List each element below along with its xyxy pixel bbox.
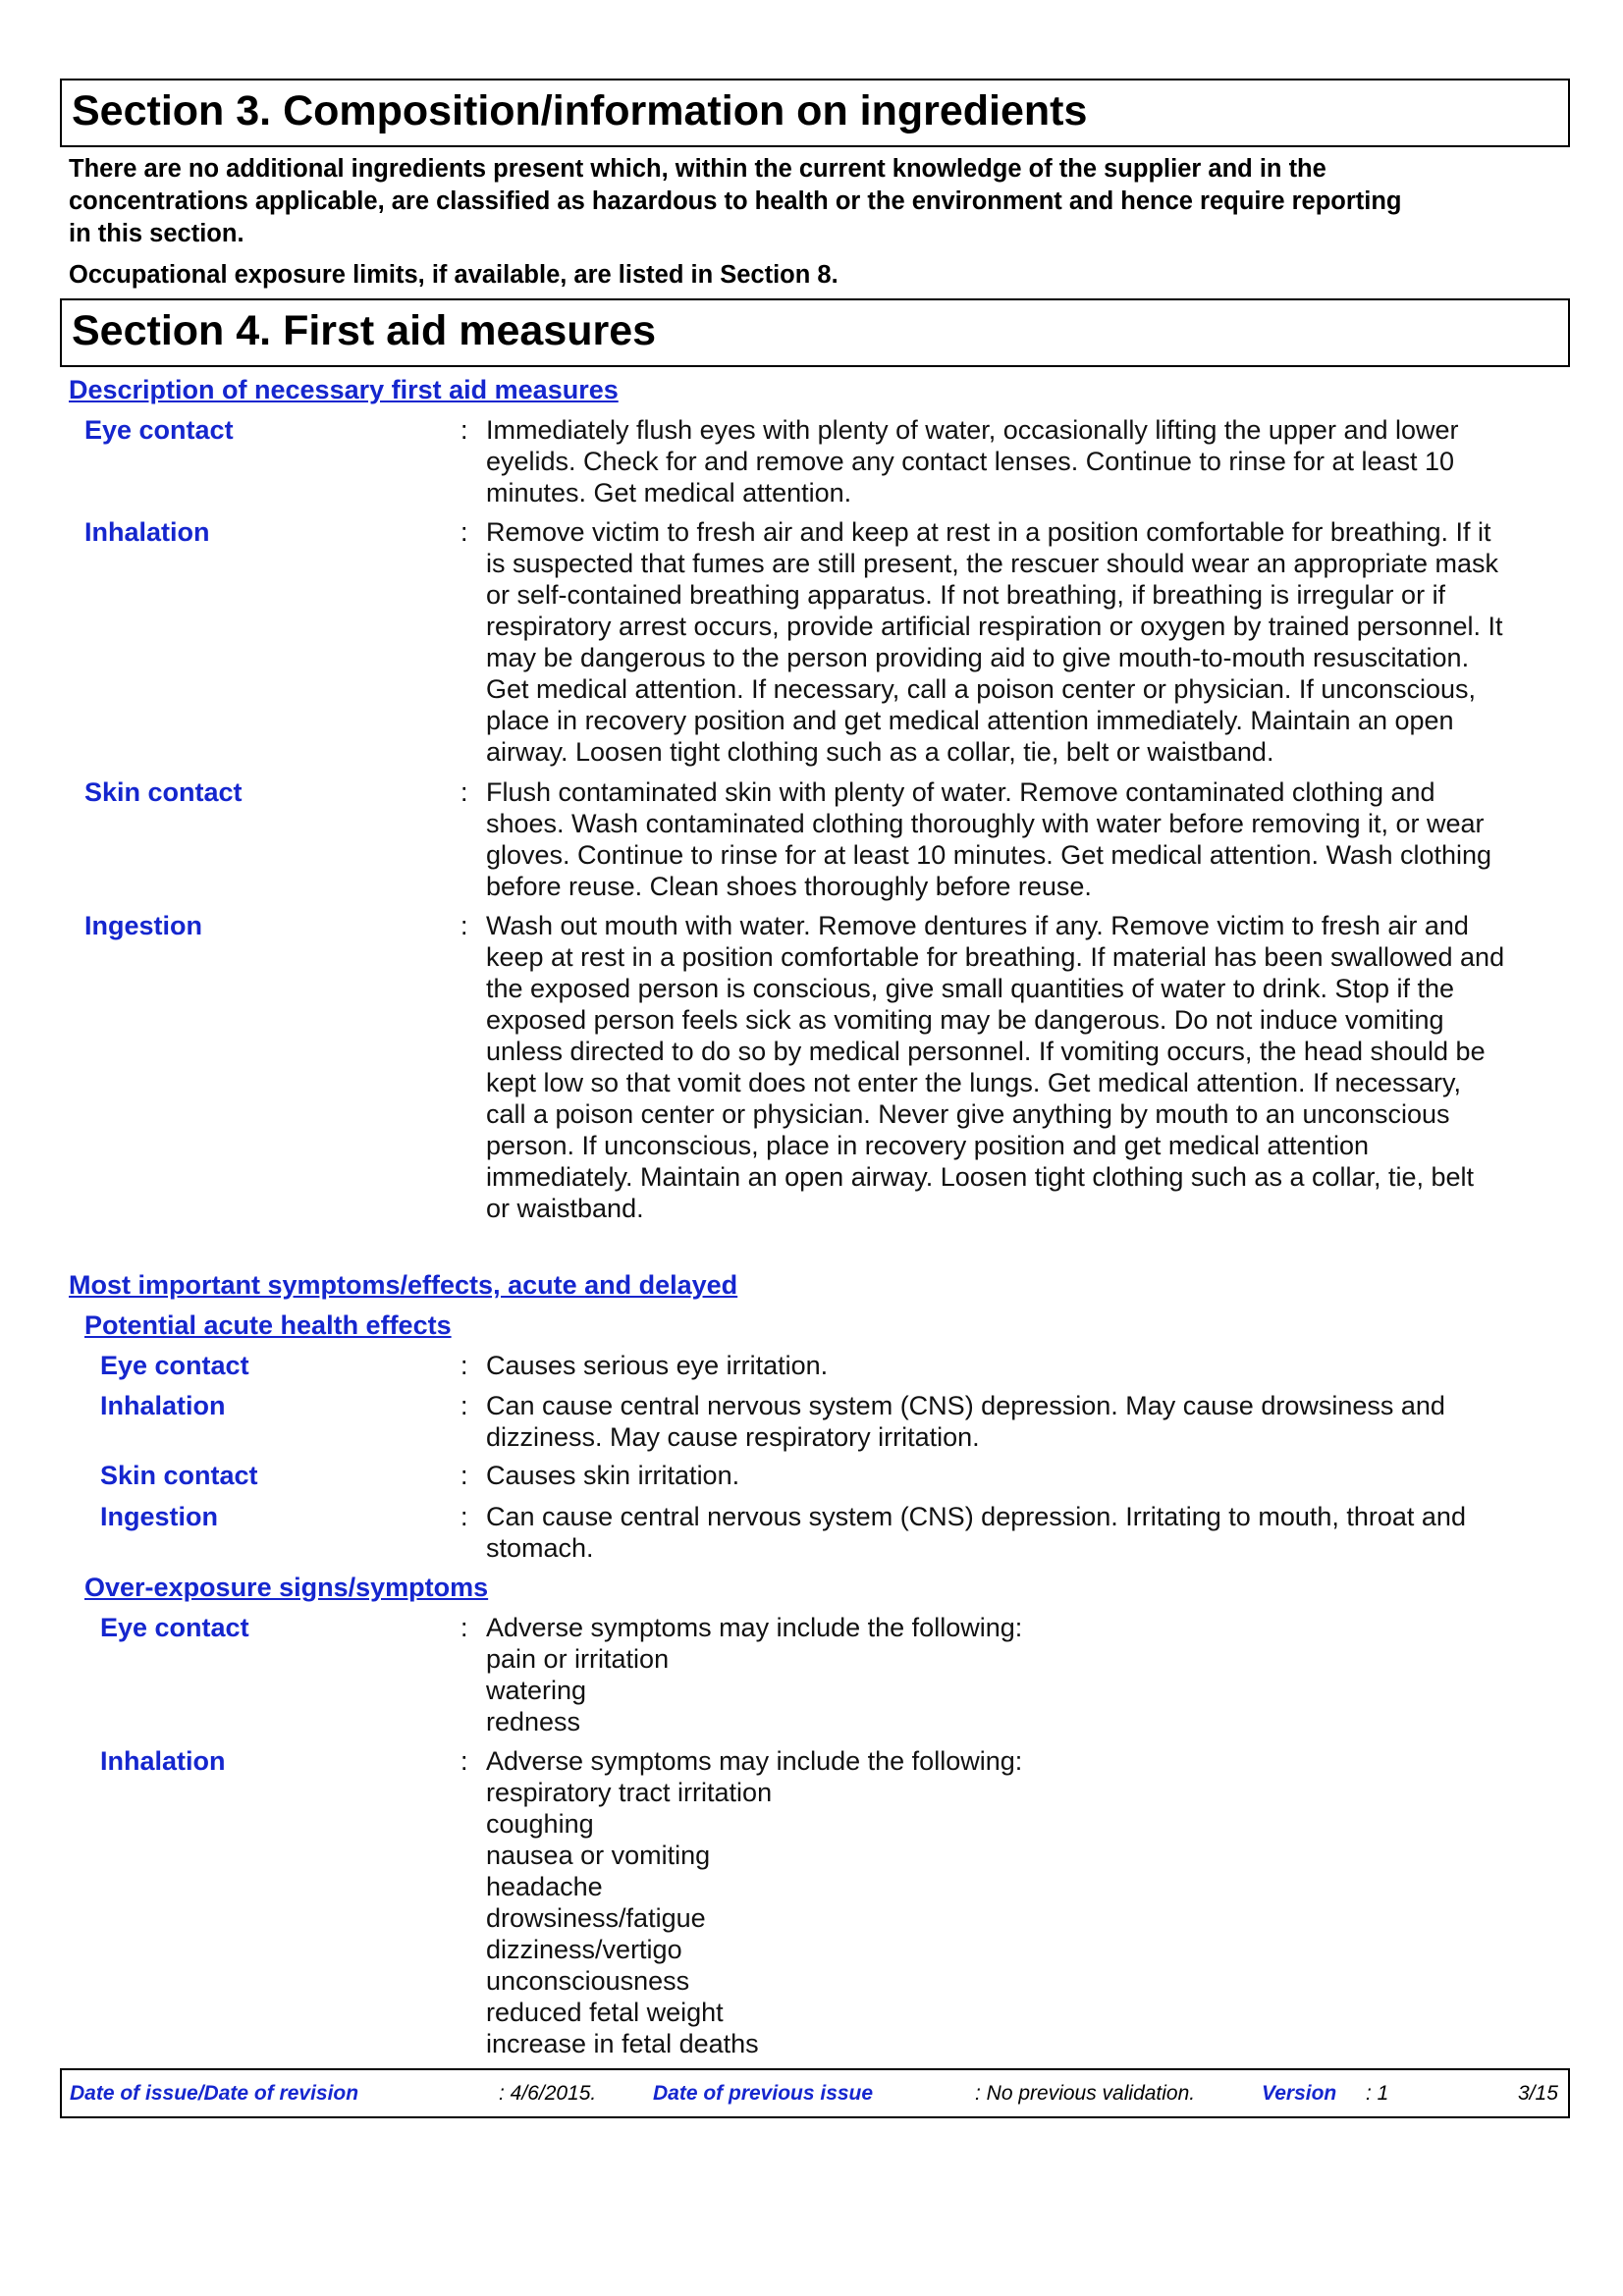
acute-eye (60, 1350, 1570, 1390)
text-line: before reuse. Clean shoes thoroughly before reuse. (486, 872, 1092, 901)
text-line: Can cause central nervous system (CNS) depression. May cause drowsiness and (486, 1391, 1445, 1420)
text-line: keep at rest in a position comfortable for breathing. If material has been swallowed and (486, 942, 1505, 972)
text-line: headache (486, 1872, 603, 1901)
text-line: minutes. Get medical attention. (486, 478, 852, 507)
text-line: redness (486, 1707, 581, 1736)
text-line: watering (486, 1676, 587, 1705)
section-4-title: Section 4. First aid measures (72, 307, 657, 354)
text-line: Remove victim to fresh air and keep at rest in a position comfortable for breathing. If it (486, 517, 1491, 547)
text-line: unconsciousness (486, 1966, 690, 1996)
colon: : (460, 1502, 468, 1531)
text-line: dizziness/vertigo (486, 1935, 682, 1964)
text-line: Causes serious eye irritation. (486, 1351, 829, 1380)
exposure-limits-note: Occupational exposure limits, if available, are listed in Section 8. (69, 261, 839, 289)
first-aid-label: Inhalation (84, 517, 210, 547)
acute-ingestion (60, 1501, 1570, 1572)
text-line: reduced fetal weight (486, 1998, 724, 2027)
acute-label: Eye contact (100, 1351, 249, 1380)
text-line: is suspected that fumes are still present, the rescuer should wear an appropriate mask (486, 549, 1499, 578)
text-line: shoes. Wash contaminated clothing thoroughly with water before removing it, or wear (486, 809, 1485, 838)
page-footer (60, 2068, 1570, 2118)
section-3-paragraph (60, 153, 1570, 250)
text-line: eyelids. Check for and remove any contact lenses. Continue to rinse for at least 10 (486, 447, 1455, 476)
acute-skin (60, 1460, 1570, 1501)
acute-label: Inhalation (100, 1391, 226, 1420)
previous-issue-label: Date of previous issue (653, 2082, 874, 2105)
page-number: 3/15 (1518, 2082, 1558, 2105)
text-line: or self-contained breathing apparatus. If not breathing, if breathing is irregular or if (486, 580, 1446, 610)
previous-issue-value: : No previous validation. (975, 2082, 1196, 2105)
text-line: Flush contaminated skin with plenty of water. Remove contaminated clothing and (486, 777, 1435, 807)
symptoms-heading[interactable]: Most important symptoms/effects, acute and delayed (69, 1270, 738, 1300)
colon: : (460, 911, 468, 940)
text-line: respiratory arrest occurs, provide artificial respiration or oxygen by trained personnel. It (486, 612, 1503, 641)
text-line: kept low so that vomit does not enter the lungs. Get medical attention. If necessary, (486, 1068, 1462, 1097)
acute-text (486, 1350, 1566, 1381)
colon: : (460, 415, 468, 445)
text-line: Adverse symptoms may include the following: (486, 1613, 1023, 1642)
overexposure-text (486, 1612, 1566, 1737)
overexposure-label: Eye contact (100, 1613, 249, 1642)
acute-effects-heading[interactable]: Potential acute health effects (84, 1310, 452, 1340)
first-aid-text (486, 414, 1566, 508)
section-3-header (60, 79, 1570, 147)
overexposure-label: Inhalation (100, 1746, 226, 1776)
colon: : (460, 777, 468, 807)
overexposure-inhalation (60, 1745, 1570, 2059)
text-line: dizziness. May cause respiratory irritation. (486, 1422, 980, 1452)
text-line: immediately. Maintain an open airway. Loosen tight clothing such as a collar, tie, belt (486, 1162, 1475, 1192)
text-line: person. If unconscious, place in recovery position and get medical attention (486, 1131, 1370, 1160)
first-aid-label: Ingestion (84, 911, 202, 940)
text-line: gloves. Continue to rinse for at least 10 minutes. Get medical attention. Wash clothing (486, 840, 1492, 870)
acute-text (486, 1501, 1566, 1564)
text-line: may be dangerous to the person providing aid to give mouth-to-mouth resuscitation. (486, 643, 1470, 672)
text-line: drowsiness/fatigue (486, 1903, 706, 1933)
colon: : (460, 1746, 468, 1776)
colon: : (460, 1351, 468, 1380)
first-aid-inhalation (60, 516, 1570, 776)
text-line: Can cause central nervous system (CNS) depression. Irritating to mouth, throat and (486, 1502, 1466, 1531)
section-4-header (60, 298, 1570, 367)
text-line: call a poison center or physician. Never give anything by mouth to an unconscious (486, 1099, 1450, 1129)
issue-date-label: Date of issue/Date of revision (70, 2082, 359, 2105)
version-value: : 1 (1366, 2082, 1389, 2105)
section-3-line: in this section. (69, 220, 244, 247)
text-line: stomach. (486, 1533, 594, 1563)
overexposure-text (486, 1745, 1566, 2059)
colon: : (460, 1613, 468, 1642)
issue-date-value: : 4/6/2015. (499, 2082, 597, 2105)
first-aid-eye (60, 414, 1570, 516)
acute-inhalation (60, 1390, 1570, 1460)
overexposure-heading[interactable]: Over-exposure signs/symptoms (84, 1573, 489, 1602)
text-line: increase in fetal deaths (486, 2029, 759, 2058)
text-line: unless directed to do so by medical personnel. If vomiting occurs, the head should be (486, 1037, 1486, 1066)
document-page (60, 79, 1570, 2059)
text-line: Get medical attention. If necessary, call a poison center or physician. If unconscious, (486, 674, 1477, 704)
text-line: Adverse symptoms may include the following: (486, 1746, 1023, 1776)
first-aid-text (486, 776, 1566, 902)
version-label: Version (1262, 2082, 1337, 2105)
overexposure-eye (60, 1612, 1570, 1745)
section-3-title: Section 3. Composition/information on ingredients (72, 87, 1088, 134)
first-aid-text (486, 516, 1566, 768)
text-line: nausea or vomiting (486, 1841, 711, 1870)
text-line: coughing (486, 1809, 594, 1839)
text-line: place in recovery position and get medical attention immediately. Maintain an open (486, 706, 1454, 735)
section-3-line: concentrations applicable, are classified as hazardous to health or the environment and hence require reporting (69, 187, 1402, 215)
text-line: or waistband. (486, 1194, 644, 1223)
text-line: pain or irritation (486, 1644, 670, 1674)
text-line: airway. Loosen tight clothing such as a collar, tie, belt or waistband. (486, 737, 1274, 767)
first-aid-text (486, 910, 1566, 1224)
colon: : (460, 1461, 468, 1490)
text-line: the exposed person is conscious, give small quantities of water to drink. Stop if the (486, 974, 1455, 1003)
first-aid-label: Skin contact (84, 777, 243, 807)
first-aid-skin (60, 776, 1570, 910)
acute-label: Ingestion (100, 1502, 218, 1531)
acute-text (486, 1460, 1566, 1491)
acute-text (486, 1390, 1566, 1453)
colon: : (460, 517, 468, 547)
text-line: respiratory tract irritation (486, 1778, 773, 1807)
text-line: exposed person feels sick as vomiting may be dangerous. Do not induce vomiting (486, 1005, 1444, 1035)
text-line: Wash out mouth with water. Remove dentures if any. Remove victim to fresh air and (486, 911, 1469, 940)
section-3-line: There are no additional ingredients present which, within the current knowledge of the supplier and in the (69, 155, 1326, 183)
text-line: Causes skin irritation. (486, 1461, 740, 1490)
description-heading[interactable]: Description of necessary first aid measures (69, 375, 619, 404)
acute-label: Skin contact (100, 1461, 258, 1490)
colon: : (460, 1391, 468, 1420)
first-aid-ingestion (60, 910, 1570, 1269)
first-aid-label: Eye contact (84, 415, 234, 445)
text-line: Immediately flush eyes with plenty of water, occasionally lifting the upper and lower (486, 415, 1459, 445)
